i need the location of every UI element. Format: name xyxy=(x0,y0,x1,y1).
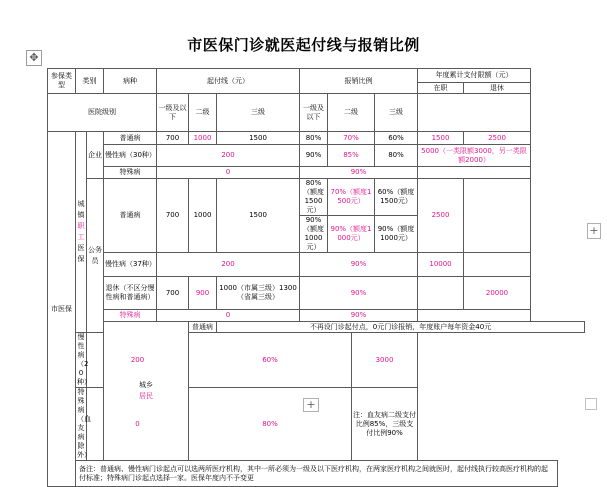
group-civil-servant: 公务员 xyxy=(87,179,104,333)
reimbursement-table xyxy=(47,68,585,487)
cs-common-r3a: 60%（额度1500元） xyxy=(375,179,418,216)
cs-common-retired-blank xyxy=(464,179,531,253)
cs-chronic-ratio: 90% xyxy=(300,253,418,277)
rural-chronic-ratio: 60% xyxy=(189,333,352,388)
ent-special-ratio: 90% xyxy=(300,167,418,179)
cs-special-ratio: 90% xyxy=(300,310,418,322)
header-ratio-level1: 一级及以下 xyxy=(300,94,328,132)
cs-chronic-name: 慢性病（37种） xyxy=(104,253,157,277)
cs-retired-d1: 700 xyxy=(157,277,189,310)
header-deductible: 起付线（元） xyxy=(157,69,300,94)
cs-retired-limit: 20000 xyxy=(464,277,531,310)
add-row-plus-icon[interactable]: + xyxy=(303,398,319,412)
cs-retired-name: 退休（不区分慢性病和普通病） xyxy=(104,277,157,310)
group-city: 市医保 xyxy=(48,132,76,487)
ent-chronic-name: 慢性病（30种） xyxy=(104,145,157,167)
table-resize-handle-icon[interactable] xyxy=(585,398,597,410)
header-deductible-level1: 一级及以下 xyxy=(157,94,189,132)
rural-chronic-deductible: 200 xyxy=(87,333,189,388)
rural-special-name: 特殊病（血友病除外） xyxy=(77,388,91,459)
ent-chronic-limit: 5000（一类限额3000，另一类限额2000） xyxy=(418,145,531,167)
header-ratio-level2: 二级 xyxy=(328,94,375,132)
rural-common-name: 普通病 xyxy=(189,322,217,333)
cs-chronic-limit: 10000 xyxy=(418,253,464,277)
cs-retired-employed-blank xyxy=(418,277,464,310)
ent-common-d1: 700 xyxy=(157,132,189,145)
ent-chronic-r3: 80% xyxy=(375,145,418,167)
group-rural: 城乡 居民 xyxy=(104,322,189,461)
group-urban-worker: 城镇职工医保 xyxy=(76,132,87,333)
cs-common-r2b: 90%（额度1000元） xyxy=(328,216,375,253)
ent-chronic-deductible: 200 xyxy=(157,145,300,167)
rural-special-limit: 注：血友病二级支付比例85%，三级支付比例90% xyxy=(352,388,418,461)
ent-common-name: 普通病 xyxy=(104,132,157,145)
header-annual-limit: 年度累计支付限额（元） xyxy=(418,69,531,83)
rural-special-ratio: 80% xyxy=(189,388,352,461)
rural-special-deductible: 0 xyxy=(87,388,189,461)
cs-common-r2a: 70%（额度1500元） xyxy=(328,179,375,216)
header-insured-type: 参保类型 xyxy=(48,69,76,94)
ent-common-retired: 2500 xyxy=(464,132,531,145)
ent-common-d3: 1500 xyxy=(217,132,300,145)
header-employed: 在职 xyxy=(418,83,464,94)
cs-common-r3b: 90%（额度1000元） xyxy=(375,216,418,253)
ent-common-employed: 1500 xyxy=(418,132,464,145)
cs-retired-d3: 1000（市属三级）1300（省属三级） xyxy=(217,277,300,310)
header-reimburse-ratio: 报销比例 xyxy=(300,69,418,94)
header-deductible-level2: 二级 xyxy=(189,94,217,132)
ent-common-d2: 1000 xyxy=(189,132,217,145)
header-deductible-level3: 三级 xyxy=(217,94,300,132)
cs-special-deductible: 0 xyxy=(157,310,300,322)
ent-special-name: 特殊病 xyxy=(104,167,157,179)
cs-common-d1: 700 xyxy=(157,179,189,253)
cs-common-name: 普通病 xyxy=(104,179,157,253)
rural-chronic-limit: 3000 xyxy=(352,333,418,388)
header-retired: 退休 xyxy=(464,83,531,94)
cs-retired-ratio: 90% xyxy=(300,277,418,310)
cs-chronic-retired-blank xyxy=(464,253,531,277)
header-limit-blank xyxy=(418,94,531,132)
header-hospital-level: 医院级别 xyxy=(48,94,157,132)
cs-special-limit-blank xyxy=(418,310,531,322)
table-move-handle-icon[interactable]: ✥ xyxy=(26,50,42,66)
cs-common-r1a: 80%（额度1500元） xyxy=(300,179,328,216)
cs-retired-d2: 900 xyxy=(189,277,217,310)
ent-chronic-r1: 90% xyxy=(300,145,328,167)
cs-chronic-deductible: 200 xyxy=(157,253,300,277)
cs-special-name: 特殊病 xyxy=(104,310,157,322)
ent-common-r2: 70% xyxy=(328,132,375,145)
ent-common-r1: 80% xyxy=(300,132,328,145)
header-disease-type: 病种 xyxy=(104,69,157,94)
note-text: 备注：普通病、慢性病门诊起点可以选两所医疗机构，其中一所必须为一级及以下医疗机构，在两家医疗机构之间就医时，起付线执行较高医疗机构的起付标准；特殊病门诊起点选择一家。医保年度内不予变更 xyxy=(76,461,558,487)
page-title: 市医保门诊就医起付线与报销比例 xyxy=(187,36,420,54)
cs-common-d3: 1500 xyxy=(217,179,300,253)
ent-special-limit-blank xyxy=(418,167,531,179)
cs-common-d2: 1000 xyxy=(189,179,217,253)
cs-common-r1b: 90%（额度1000元） xyxy=(300,216,328,253)
header-ratio-level3: 三级 xyxy=(375,94,418,132)
header-category: 类别 xyxy=(76,69,104,94)
rural-common-text: 不再设门诊起付点，0元门诊报销，年度账户每年资金40元 xyxy=(217,322,585,333)
ent-chronic-r2: 85% xyxy=(328,145,375,167)
ent-common-r3: 60% xyxy=(375,132,418,145)
group-enterprise: 企业 xyxy=(87,132,104,179)
cs-common-limit: 2500 xyxy=(418,179,464,253)
ent-special-deductible: 0 xyxy=(157,167,300,179)
add-column-plus-icon[interactable]: + xyxy=(587,223,601,239)
rural-chronic-name: 慢性病（20种） xyxy=(77,333,91,386)
